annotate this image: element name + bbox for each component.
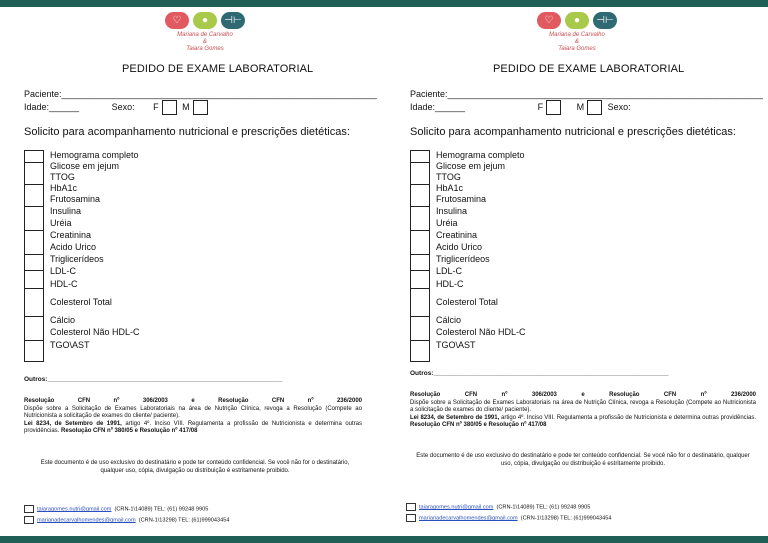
logo-name-1: Mariana de Carvalho [549, 32, 605, 38]
form-title: PEDIDO DE EXAME LABORATORIAL [122, 63, 314, 75]
exam-label: Colesterol Não HDL-C [436, 327, 526, 337]
sexo-label: Sexo: [111, 101, 135, 112]
exam-label: Triglicerídeos [50, 254, 104, 264]
logo-names [150, 32, 260, 53]
email-link-1[interactable]: taiaragomes.nutri@gmail.com [37, 506, 112, 513]
m-checkbox[interactable] [193, 100, 208, 115]
resolucao-block [24, 398, 362, 436]
logo-name-2: Taiara Gomes [558, 46, 596, 52]
exam-label: Glicose em jejum [436, 161, 506, 171]
contact-1 [24, 505, 208, 513]
idade-sexo-row [410, 100, 631, 115]
lei-tail: Resolução CFN nº 380/05 e Resolução nº 417/08 [59, 428, 198, 435]
outros-field[interactable] [24, 376, 282, 383]
exam-label: Colesterol Total [436, 297, 498, 307]
lei-rest: artigo 4º. Inciso VIII. Regulamenta a profissão de Nutricionista e determina outras providências. [24, 420, 362, 435]
contact-info-1: (CRN-1\14089) TEL: (61) 99248 9905 [114, 506, 209, 513]
f-label: F [537, 101, 544, 112]
exam-checkbox[interactable] [24, 316, 44, 342]
solicito-text: Solicito para acompanhamento nutricional e prescrições dietéticas: [24, 126, 350, 138]
paciente-blank: _______________________________________________________________ [447, 89, 763, 99]
exam-label: Triglicerídeos [436, 254, 490, 264]
exam-label: HbA1c [50, 183, 78, 193]
paciente-blank: _______________________________________________________________ [61, 89, 377, 99]
exam-checkbox[interactable] [24, 230, 44, 256]
logo-icons [150, 12, 260, 29]
lei-bold: Lei 8234, de Setembro de 1991, [410, 414, 500, 421]
idade-sexo-row [24, 100, 211, 115]
resolucao-block [410, 392, 756, 430]
dumbbell-icon: ⊣⊢ [221, 12, 245, 29]
sexo-label: Sexo: [607, 101, 631, 112]
exam-label: HDL-C [50, 279, 78, 289]
lei-text [410, 415, 756, 430]
mail-icon [24, 516, 34, 524]
apple-icon: ● [565, 12, 589, 29]
resolucao-header: Resolução CFN nº 306/2003 e Resolução CFN nº 236/2000 [24, 398, 362, 404]
exam-checkbox[interactable] [410, 230, 430, 256]
email-link-1[interactable]: taiaragomes.nutri@gmail.com [419, 504, 494, 511]
exam-label: Colesterol Total [50, 297, 112, 307]
outros-blank: _________________________________________________________________ [433, 370, 669, 377]
exam-label: TGO\AST [50, 340, 90, 350]
mail-icon [406, 514, 416, 522]
exam-checkbox[interactable] [410, 340, 430, 362]
exam-label: Cálcio [50, 315, 76, 325]
exam-label: Hemograma completo [436, 150, 525, 160]
exam-checkbox[interactable] [24, 162, 44, 186]
exam-label: Hemograma completo [50, 150, 139, 160]
contact-info-2: (CRN-1\13298) TEL: (61)999043454 [520, 515, 612, 522]
paciente-label: Paciente: [24, 89, 62, 99]
idade-field[interactable]: Idade:______ [410, 101, 466, 112]
heart-pulse-icon: ♡ [165, 12, 189, 29]
exam-checkbox[interactable] [410, 206, 430, 232]
solicito-text: Solicito para acompanhamento nutricional e prescrições dietéticas: [410, 126, 736, 138]
email-link-2[interactable]: marianadecarvalhomendes@gmail.com [37, 517, 136, 524]
exam-label: Acido Urico [50, 242, 97, 252]
outros-blank: _________________________________________________________________ [47, 376, 283, 383]
logo-name-1: Mariana de Carvalho [177, 32, 233, 38]
contact-2 [406, 514, 611, 522]
exam-label: Insulina [436, 206, 468, 216]
exam-label: Insulina [50, 206, 82, 216]
lei-rest: artigo 4º. Inciso VIII. Regulamenta a profissão de Nutricionista e determina outras providências. [499, 414, 756, 421]
f-checkbox[interactable] [162, 100, 177, 115]
exam-label: Frutosamina [50, 194, 101, 204]
exam-checkbox[interactable] [24, 340, 44, 362]
f-checkbox[interactable] [546, 100, 561, 115]
paciente-field[interactable] [410, 89, 763, 99]
exam-checkbox[interactable] [24, 288, 44, 318]
exam-label: Frutosamina [436, 194, 487, 204]
resolucao-body: Dispõe sobre a Solicitação de Exames Laboratoriais na área de Nutrição Clínica, revoga a Resolução (Compete ao Nutricionista a solicitação de exames do cliente/ paciente). [410, 399, 756, 414]
contact-info-2: (CRN-1\13298) TEL: (61)999043454 [138, 517, 230, 524]
logo-name-2: Taiara Gomes [186, 46, 224, 52]
lei-text [24, 421, 362, 436]
lei-tail: Resolução CFN nº 380/05 e Resolução nº 417/08 [410, 422, 547, 429]
logo-icons [522, 12, 632, 29]
paciente-field[interactable] [24, 89, 377, 99]
exam-checkbox[interactable] [410, 316, 430, 342]
m-label: M [576, 101, 585, 112]
exam-checkbox[interactable] [410, 184, 430, 208]
exam-label: TTOG [50, 172, 75, 182]
confidential-note: Este documento é de uso exclusivo do destinatário e pode ter conteúdo confidencial. Se você não for o destinatário, qualquer uso, cópia, divulgação ou distribuição é estritamente proibido. [416, 453, 750, 467]
exam-checkbox[interactable] [410, 288, 430, 318]
outros-field[interactable] [410, 370, 668, 377]
exam-label: Glicose em jejum [50, 161, 120, 171]
exam-label: TTOG [436, 172, 461, 182]
idade-field[interactable]: Idade:______ [24, 101, 80, 112]
contact-2 [24, 516, 229, 524]
mail-icon [24, 505, 34, 513]
confidential-note: Este documento é de uso exclusivo do destinatário e pode ter conteúdo confidencial. Se você não for o destinatário, qualquer uso, cópia, divulgação ou distribuição é estritamente proibido. [40, 460, 350, 474]
exam-label: HbA1c [436, 183, 464, 193]
exam-checkbox[interactable] [410, 270, 430, 290]
dumbbell-icon: ⊣⊢ [593, 12, 617, 29]
mail-icon [406, 503, 416, 511]
m-label: M [182, 101, 190, 112]
exam-label: HDL-C [436, 279, 464, 289]
logo [522, 12, 632, 53]
m-checkbox[interactable] [587, 100, 602, 115]
contact-1 [406, 503, 590, 511]
logo-names [522, 32, 632, 53]
exam-label: Creatinina [436, 230, 478, 240]
form-right [386, 0, 768, 543]
exam-checkbox[interactable] [24, 270, 44, 290]
exam-checkbox[interactable] [24, 184, 44, 208]
apple-icon: ● [193, 12, 217, 29]
form-title: PEDIDO DE EXAME LABORATORIAL [493, 63, 685, 75]
exam-label: TGO\AST [436, 340, 476, 350]
logo-amp: & [202, 39, 207, 45]
exam-label: LDL-C [436, 266, 463, 276]
resolucao-header: Resolução CFN nº 306/2003 e Resolução CFN nº 236/2000 [410, 392, 756, 398]
exam-checkbox[interactable] [24, 206, 44, 232]
exam-label: LDL-C [50, 266, 77, 276]
bottom-band [0, 536, 768, 543]
exam-label: Uréia [50, 218, 72, 228]
heart-pulse-icon: ♡ [537, 12, 561, 29]
email-link-2[interactable]: marianadecarvalhomendes@gmail.com [419, 515, 518, 522]
logo-amp: & [574, 39, 579, 45]
outros-label: Outros: [410, 370, 434, 377]
contact-info-1: (CRN-1\14089) TEL: (61) 99248 9905 [496, 504, 591, 511]
lei-bold: Lei 8234, de Setembro de 1991, [24, 420, 122, 427]
paciente-label: Paciente: [410, 89, 448, 99]
outros-label: Outros: [24, 376, 48, 383]
exam-label: Cálcio [436, 315, 462, 325]
f-label: F [153, 101, 159, 112]
exam-label: Acido Urico [436, 242, 483, 252]
exam-label: Uréia [436, 218, 458, 228]
logo [150, 12, 260, 53]
exam-checkbox[interactable] [410, 162, 430, 186]
exam-label: Colesterol Não HDL-C [50, 327, 140, 337]
exam-label: Creatinina [50, 230, 92, 240]
resolucao-body: Dispõe sobre a Solicitação de Exames Laboratoriais na área de Nutrição Clínica, revoga a Resolução (Compete ao Nutricionista a solicitação de exames do cliente/ paciente). [24, 405, 362, 420]
